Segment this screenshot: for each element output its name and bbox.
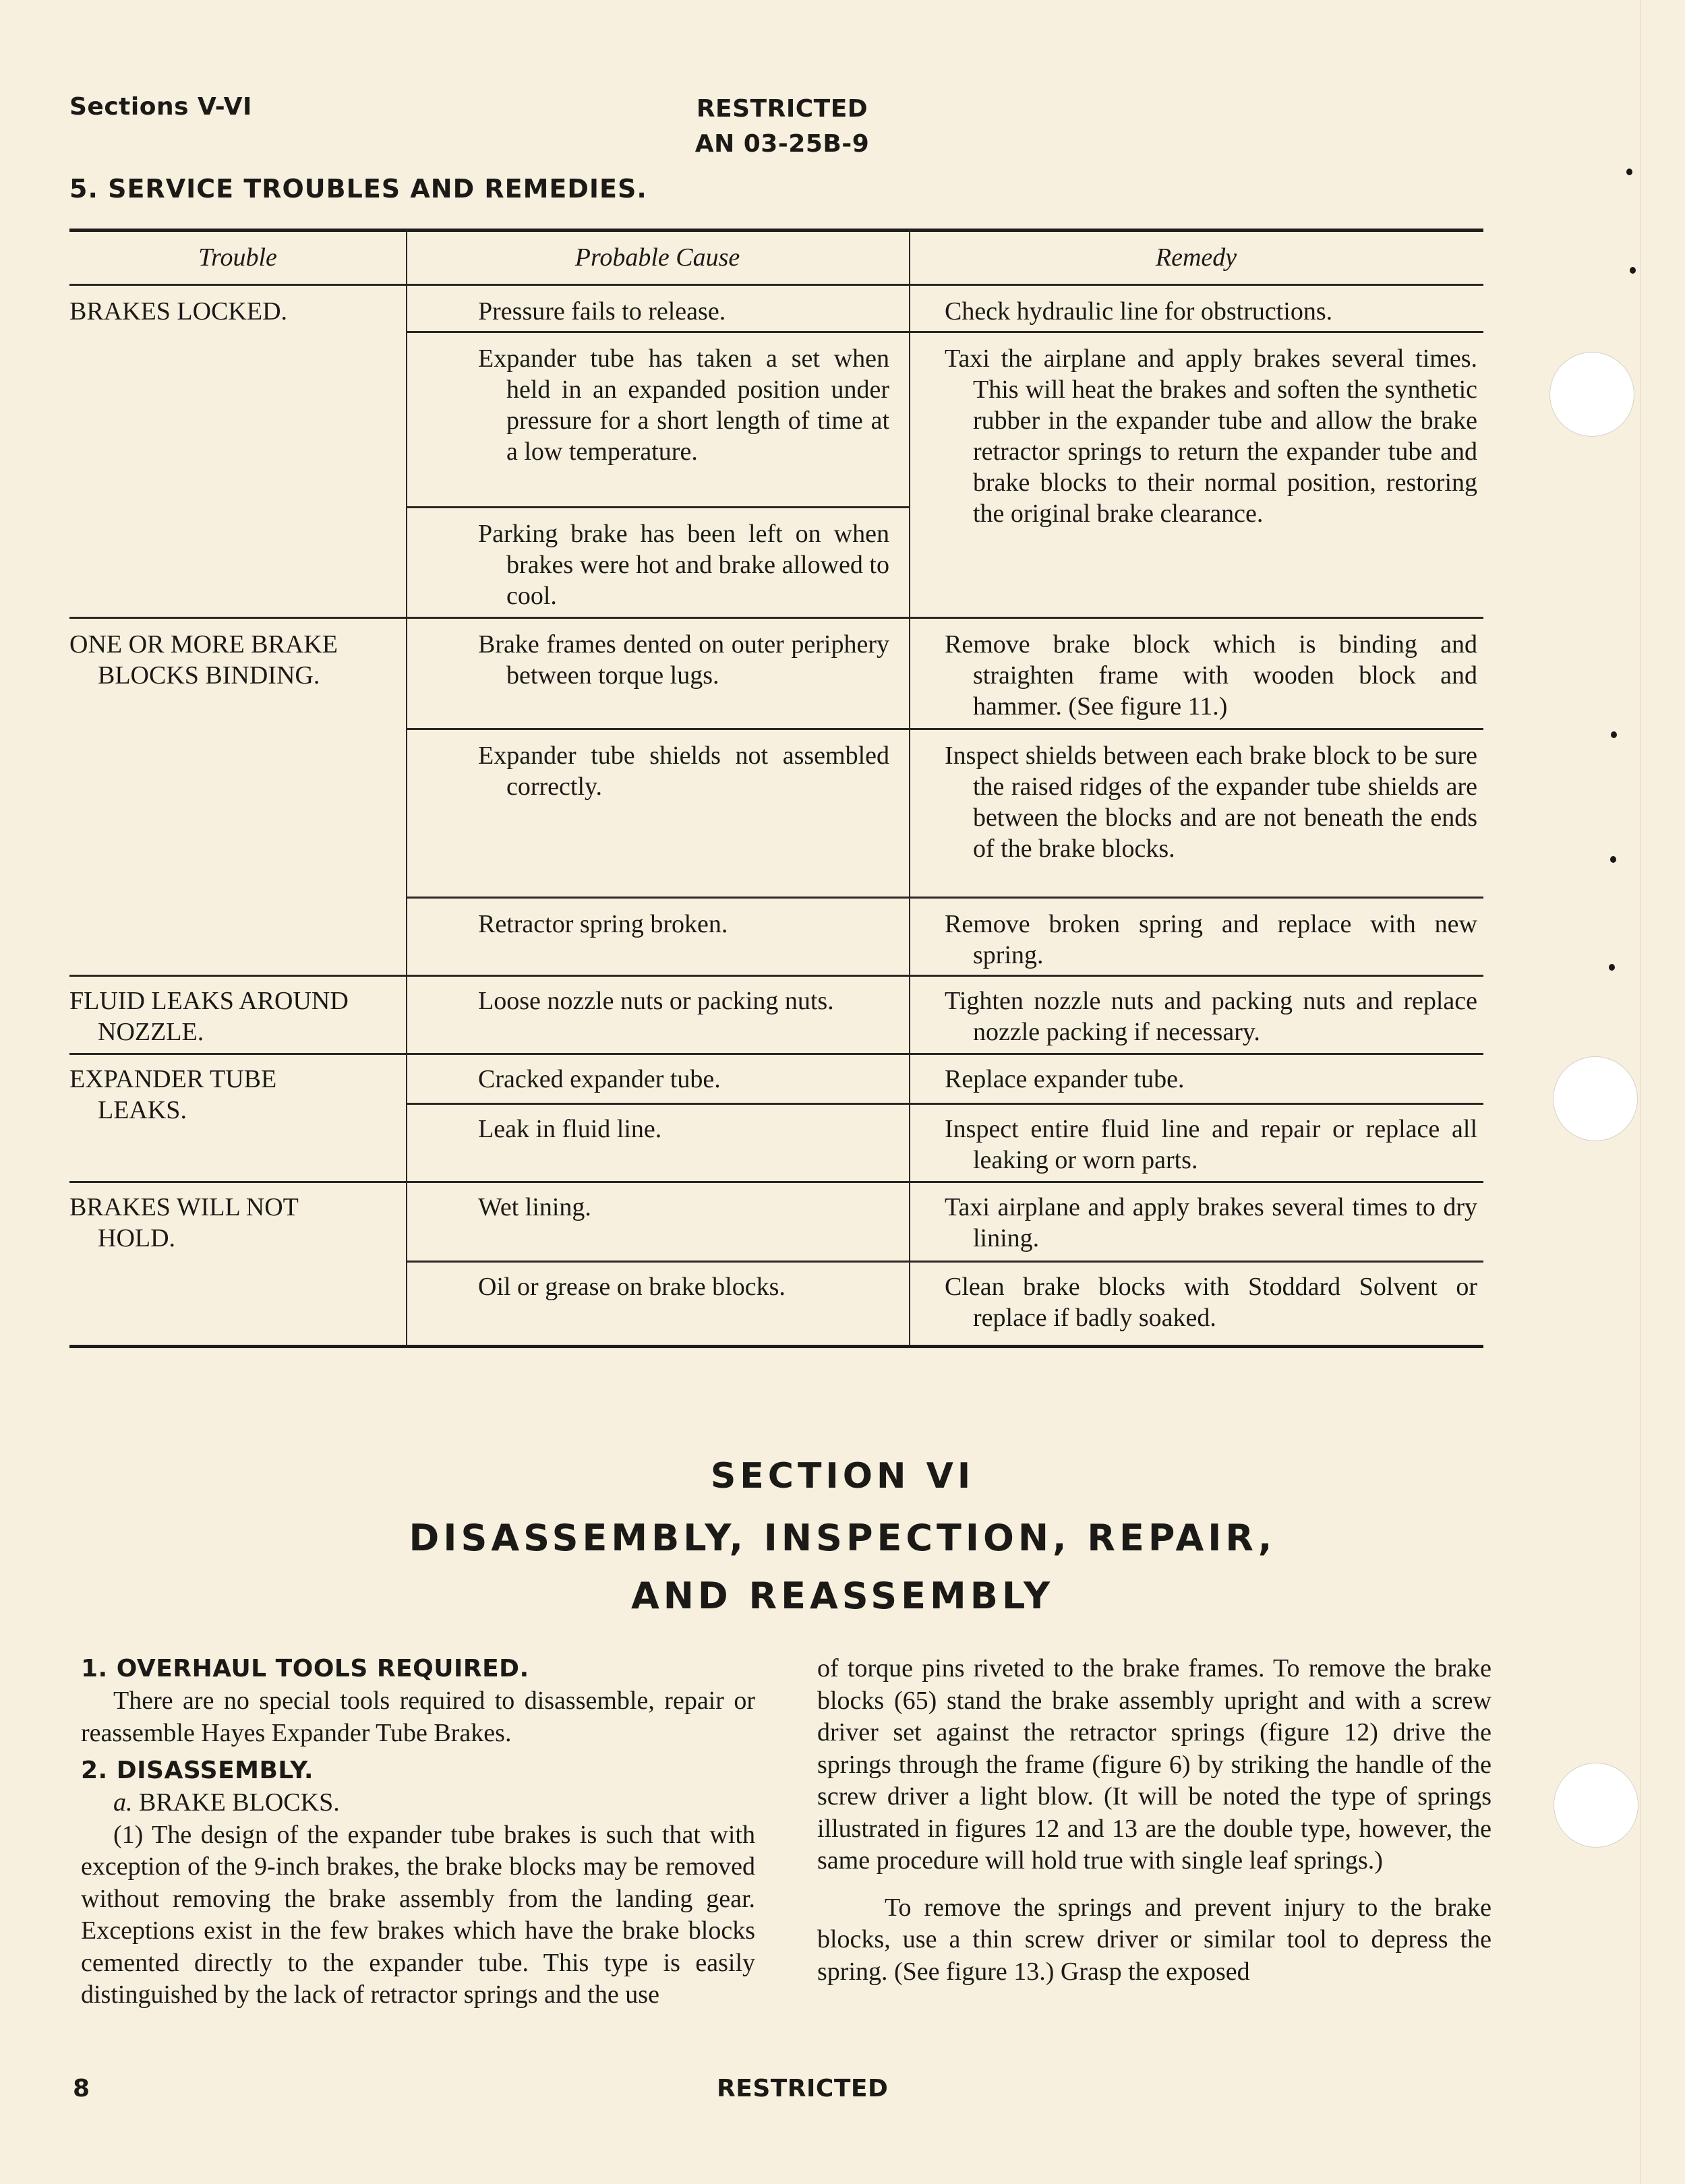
cause-cell: Loose nozzle nuts or packing nuts. bbox=[478, 987, 834, 1015]
cause-cell: Brake frames dented on outer periphery between torque lugs. bbox=[478, 630, 889, 690]
brake-blocks-subheading bbox=[81, 1787, 755, 1819]
column-header-trouble: Trouble bbox=[198, 243, 277, 272]
binder-hole-icon bbox=[1549, 352, 1634, 437]
cause-cell: Pressure fails to release. bbox=[478, 297, 726, 326]
cause-cell: Leak in fluid line. bbox=[478, 1115, 662, 1143]
trouble-cell: BRAKES LOCKED. bbox=[69, 297, 288, 326]
speck-mark bbox=[1611, 731, 1617, 738]
speck-mark bbox=[1610, 856, 1616, 863]
disassembly-heading: 2. DISASSEMBLY. bbox=[81, 1757, 314, 1784]
section-6-label: SECTION VI bbox=[710, 1456, 975, 1496]
remedy-cell: Inspect shields between each brake block to be sure the raised ridges of the expander tube shields are between the blocks and are not beneath the ends of the brake blocks. bbox=[945, 741, 1477, 863]
page-number: 8 bbox=[73, 2075, 90, 2102]
group-rule bbox=[69, 617, 1483, 619]
remedy-cell: Remove brake block which is binding and straighten frame with wooden block and hammer. (See figure 11.) bbox=[945, 630, 1477, 721]
section-6-title-line1: DISASSEMBLY, INSPECTION, REPAIR, bbox=[409, 1517, 1276, 1559]
cause-cell: Wet lining. bbox=[478, 1193, 591, 1221]
group-rule bbox=[69, 1053, 1483, 1055]
section-5-title: 5. SERVICE TROUBLES AND REMEDIES. bbox=[69, 174, 647, 204]
left-text-column bbox=[81, 1653, 755, 2011]
brake-blocks-paragraph-1: (1) The design of the expander tube brakes is such that with exception of the 9-inch brakes, the brake blocks may be removed without removing the brake assembly from the landing gear. Exceptions exist in the few brakes which have the brake blocks cemented directly to the expander tube. This type is easily distinguished by the lack of retractor springs and the use bbox=[81, 1820, 755, 2009]
remedy-cell: Taxi the airplane and apply brakes several times. This will heat the brakes and soften the synthetic rubber in the expander tube and allow the brake retractor springs to return the expander tube and brake blocks to their normal position, restoring the original brake clearance. bbox=[945, 344, 1477, 528]
row-rule bbox=[406, 331, 1483, 333]
column-header-remedy: Remedy bbox=[1155, 243, 1237, 272]
document-number: AN 03-25B-9 bbox=[694, 130, 870, 158]
table-bottom-rule bbox=[69, 1345, 1483, 1348]
section-6-title-line2: AND REASSEMBLY bbox=[630, 1575, 1055, 1617]
cause-cell: Cracked expander tube. bbox=[478, 1065, 721, 1093]
subsection-letter: a. bbox=[113, 1788, 133, 1817]
row-rule bbox=[406, 506, 909, 508]
trouble-cell: BRAKES WILL NOT HOLD. bbox=[69, 1193, 299, 1252]
remedy-cell: Replace expander tube. bbox=[945, 1065, 1185, 1093]
spring-removal-paragraph: To remove the springs and prevent injury to the brake blocks, use a thin screw driver or similar tool to depress the spring. (See figure 13.) Grasp the exposed bbox=[817, 1893, 1491, 1986]
subsection-title: BRAKE BLOCKS. bbox=[139, 1788, 340, 1817]
trouble-cell: FLUID LEAKS AROUND NOZZLE. bbox=[69, 987, 349, 1046]
binder-hole-icon bbox=[1554, 1763, 1638, 1848]
group-rule bbox=[69, 1181, 1483, 1183]
column-divider bbox=[909, 230, 910, 1346]
remedy-cell: Check hydraulic line for obstructions. bbox=[945, 297, 1333, 326]
column-divider bbox=[406, 230, 407, 1346]
row-rule bbox=[406, 1103, 1483, 1105]
speck-mark bbox=[1626, 169, 1632, 175]
service-troubles-table bbox=[69, 230, 1483, 1349]
remedy-cell: Tighten nozzle nuts and packing nuts and replace nozzle packing if necessary. bbox=[945, 987, 1477, 1046]
row-rule bbox=[406, 1261, 1483, 1263]
row-rule bbox=[406, 728, 1483, 730]
remedy-cell: Remove broken spring and replace with new spring. bbox=[945, 910, 1477, 969]
trouble-cell: ONE OR MORE BRAKE BLOCKS BINDING. bbox=[69, 630, 338, 690]
speck-mark bbox=[1609, 964, 1615, 971]
overhaul-tools-text: There are no special tools required to disassemble, repair or reassemble Hayes Expander Tube Brakes. bbox=[81, 1687, 755, 1747]
footer-classification: RESTRICTED bbox=[717, 2075, 889, 2102]
cause-cell: Retractor spring broken. bbox=[478, 910, 728, 938]
row-rule bbox=[406, 897, 1483, 899]
right-text-column bbox=[817, 1653, 1491, 1988]
classification-label: RESTRICTED bbox=[696, 95, 868, 123]
speck-mark bbox=[1630, 267, 1636, 274]
document-header bbox=[674, 92, 890, 162]
section-range-label: Sections V-VI bbox=[69, 93, 252, 121]
trouble-cell: EXPANDER TUBE LEAKS. bbox=[69, 1065, 277, 1124]
binder-hole-icon bbox=[1553, 1056, 1638, 1141]
brake-blocks-continued: of torque pins riveted to the brake frames. To remove the brake blocks (65) stand the brake assembly upright and with a screw driver set against the retractor springs (figure 12) drive the springs through the frame (figure 6) by striking the handle of the screw driver a light blow. (It will be noted the type of springs illustrated in figures 12 and 13 are the double type, however, the same procedure will hold true with single leaf springs.) bbox=[817, 1654, 1491, 1875]
overhaul-tools-heading: 1. OVERHAUL TOOLS REQUIRED. bbox=[81, 1655, 529, 1682]
remedy-cell: Taxi airplane and apply brakes several times to dry lining. bbox=[945, 1193, 1477, 1252]
cause-cell: Parking brake has been left on when brakes were hot and brake allowed to cool. bbox=[478, 520, 889, 610]
cause-cell: Expander tube shields not assembled correctly. bbox=[478, 741, 889, 801]
cause-cell: Expander tube has taken a set when held in an expanded position under pressure for a short length of time at a low temperature. bbox=[478, 344, 889, 466]
cause-cell: Oil or grease on brake blocks. bbox=[478, 1273, 786, 1301]
remedy-cell: Clean brake blocks with Stoddard Solvent or replace if badly soaked. bbox=[945, 1273, 1477, 1332]
group-rule bbox=[69, 975, 1483, 977]
remedy-cell: Inspect entire fluid line and repair or replace all leaking or worn parts. bbox=[945, 1115, 1477, 1174]
column-header-cause: Probable Cause bbox=[574, 243, 740, 272]
